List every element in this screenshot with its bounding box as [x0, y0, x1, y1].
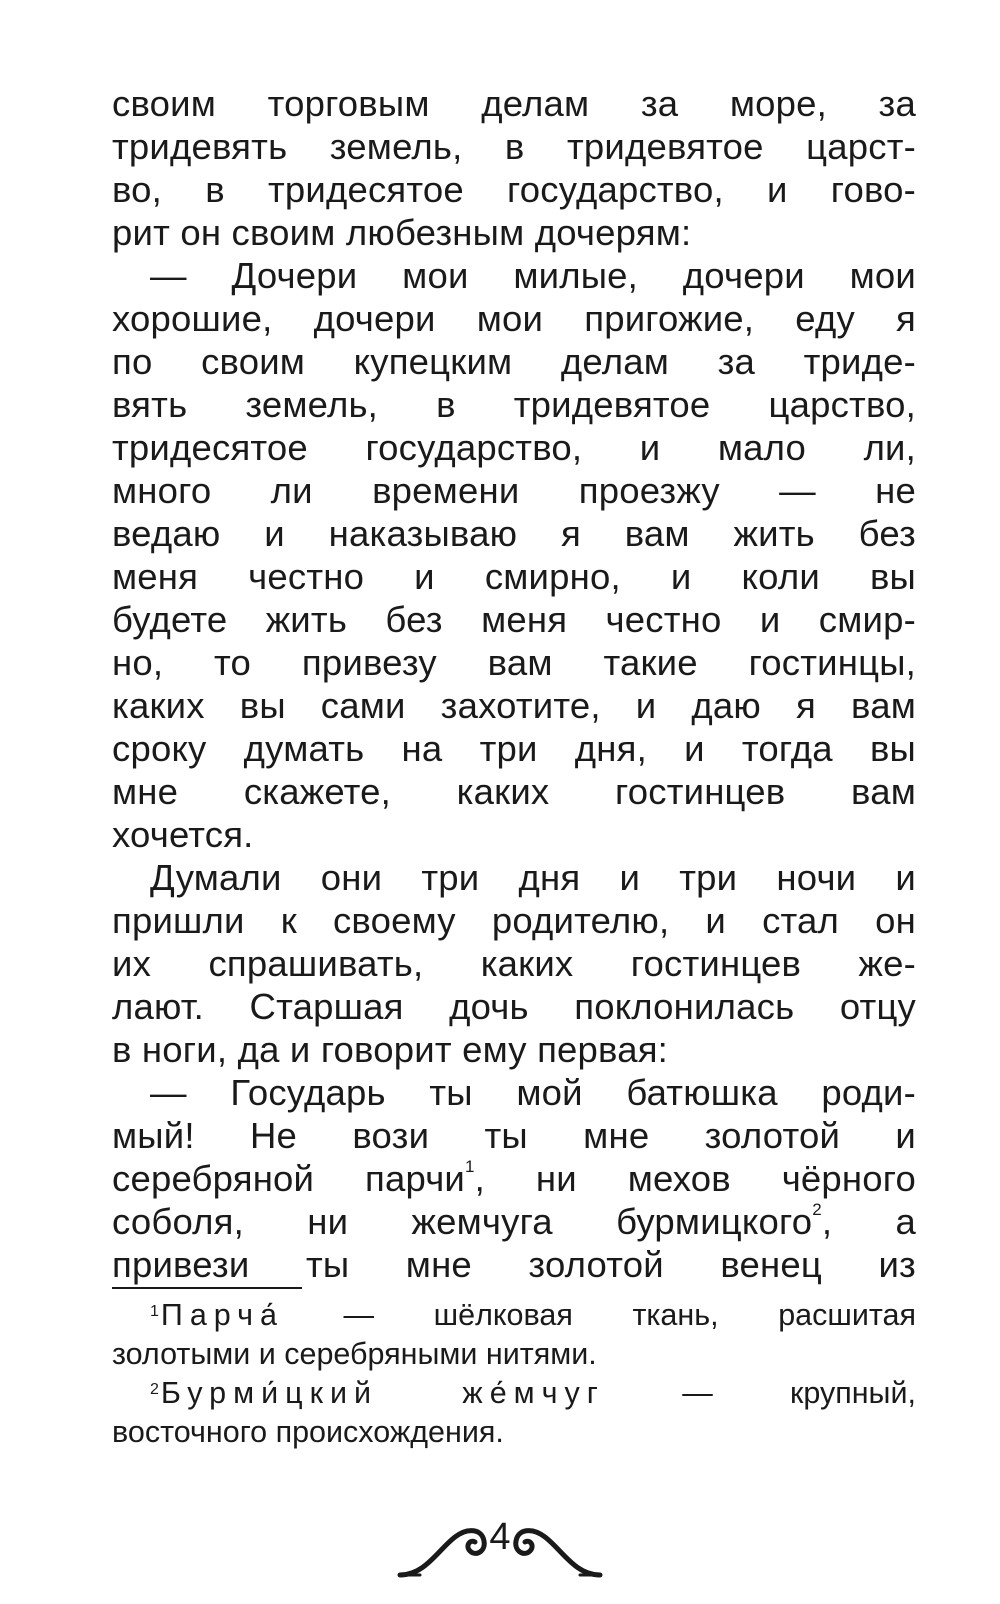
text-line: сроку думать на три дня, и тогда вы	[112, 728, 916, 769]
text-line: вять земель, в тридевятое царство,	[112, 384, 916, 425]
text-line: мне скажете, каких гостинцев вам	[112, 771, 916, 812]
footnote-text: — крупный,	[604, 1376, 916, 1410]
text-line	[112, 1200, 916, 1243]
text-fragment: , ни мехов чёрного	[474, 1158, 916, 1199]
footnote-1-cont: золотыми и серебряными нитями.	[112, 1337, 597, 1371]
text-line: ведаю и наказываю я вам жить без	[112, 513, 916, 554]
text-line: — Государь ты мой батюшка роди-	[150, 1072, 916, 1113]
footnote-ref-2: 2	[812, 1199, 822, 1219]
text-line: хорошие, дочери мои пригожие, еду я	[112, 298, 916, 339]
text-line: будете жить без меня честно и смир-	[112, 599, 916, 640]
text-line	[112, 1157, 916, 1200]
text-line: по своим купецким делам за триде-	[112, 341, 916, 382]
text-line: своим торговым делам за море, за	[112, 83, 916, 124]
text-line: лают. Старшая дочь поклонилась отцу	[112, 986, 916, 1027]
footnote-separator	[112, 1287, 302, 1289]
footnote-2-cont: восточного происхождения.	[112, 1415, 504, 1449]
footnote-1	[112, 1296, 916, 1335]
main-text	[112, 82, 916, 1286]
text-line: но, то привезу вам такие гостинцы,	[112, 642, 916, 683]
text-line: рит он своим любезным дочерям:	[112, 212, 692, 253]
text-line: хочется.	[112, 814, 254, 855]
text-fragment: серебряной парчи	[112, 1158, 465, 1199]
text-fragment: , а	[821, 1201, 916, 1242]
text-line: каких вы сами захотите, и даю я вам	[112, 685, 916, 726]
footnote-number: 1	[150, 1303, 159, 1320]
text-line: тридесятое государство, и мало ли,	[112, 427, 916, 468]
text-line: мый! Не вози ты мне золотой и	[112, 1115, 916, 1156]
text-line: — Дочери мои милые, дочери мои	[150, 255, 916, 296]
page-number: 4	[489, 1516, 511, 1558]
text-line: в ноги, да и говорит ему первая:	[112, 1029, 669, 1070]
text-line: во, в тридесятое государство, и гово-	[112, 169, 916, 210]
page-number-ornament	[380, 1505, 620, 1585]
footnotes	[112, 1296, 916, 1452]
text-line: Думали они три дня и три ночи и	[150, 857, 916, 898]
text-line: много ли времени проезжу — не	[112, 470, 916, 511]
footnote-number: 2	[150, 1381, 159, 1398]
text-line: привези ты мне золотой венец из	[112, 1244, 916, 1285]
text-line: пришли к своему родителю, и стал он	[112, 900, 916, 941]
text-line: тридевять земель, в тридевятое царст-	[112, 126, 916, 167]
text-line: их спрашивать, каких гостинцев же-	[112, 943, 916, 984]
footnote-term: Бурми́цкий же́мчуг	[160, 1376, 605, 1410]
footnote-text: — шёлковая ткань, расшитая	[283, 1298, 916, 1332]
text-line: меня честно и смирно, и коли вы	[112, 556, 916, 597]
footnote-ref-1: 1	[465, 1156, 475, 1176]
text-fragment: соболя, ни жемчуга бурмицкого	[112, 1201, 813, 1242]
footnote-2	[112, 1374, 916, 1413]
footnote-term: Парча́	[160, 1298, 284, 1332]
